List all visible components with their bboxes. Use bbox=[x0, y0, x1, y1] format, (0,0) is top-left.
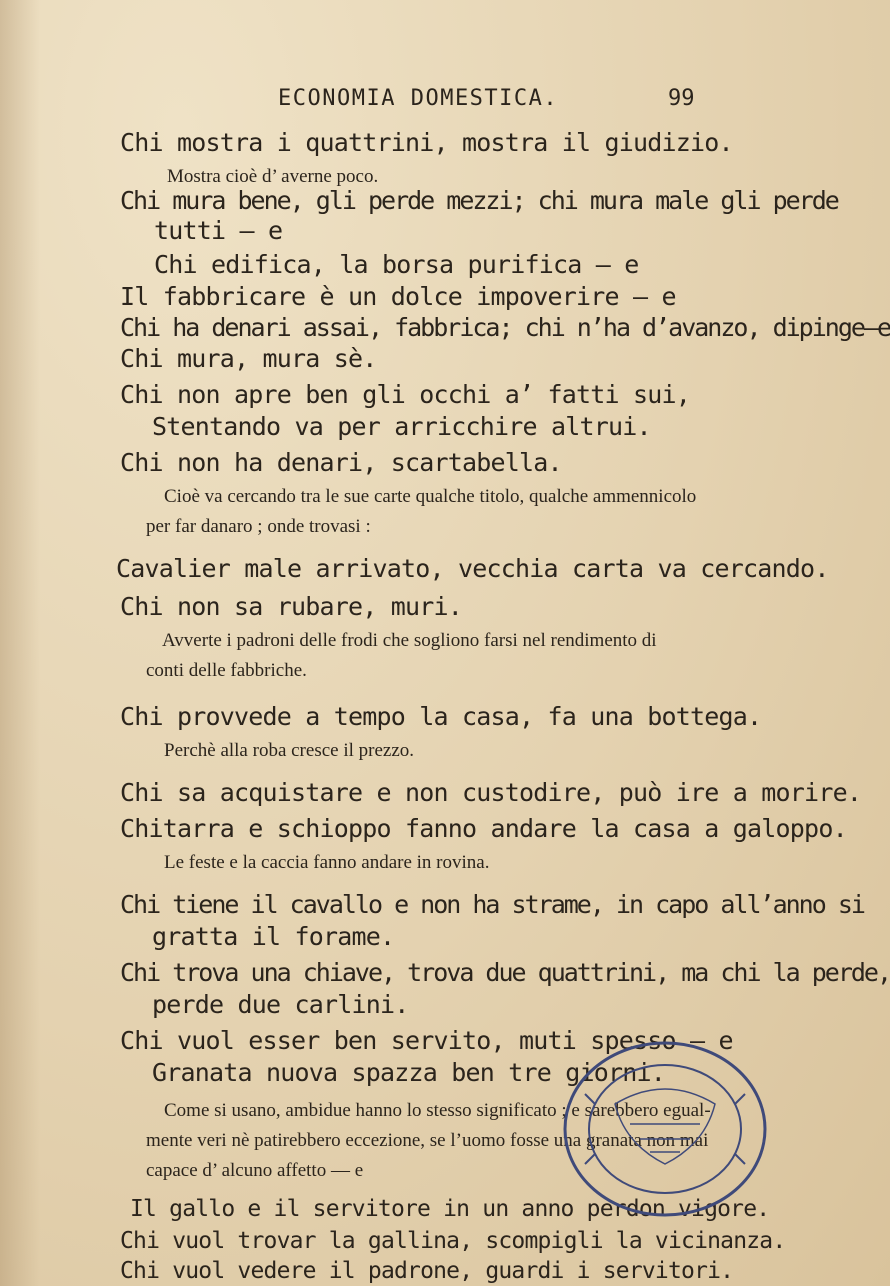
proverb-line: Chi ha denari assai, fabbrica; chi n’ha d’avanzo, dipinge—e bbox=[120, 313, 890, 342]
page-edge-shadow bbox=[0, 0, 40, 1286]
proverb-line: Chi vuol trovar la gallina, scompigli la vicinanza. bbox=[120, 1228, 786, 1254]
commentary-line: conti delle fabbriche. bbox=[146, 660, 307, 681]
proverb-line: Chi non apre ben gli occhi a’ fatti sui, bbox=[120, 380, 691, 409]
commentary-line: Mostra cioè d’ averne poco. bbox=[167, 166, 379, 187]
proverb-line: Stentando va per arricchire altrui. bbox=[152, 412, 651, 441]
commentary-line: Come si usano, ambidue hanno lo stesso significato ; e sarebbero egual- bbox=[164, 1100, 711, 1121]
proverb-line: Chi non ha denari, scartabella. bbox=[120, 448, 562, 477]
commentary-line: per far danaro ; onde trovasi : bbox=[146, 516, 371, 537]
commentary-line: capace d’ alcuno affetto — e bbox=[146, 1160, 364, 1181]
proverb-line: Chi mura bene, gli perde mezzi; chi mura male gli perde bbox=[120, 186, 838, 215]
proverb-line: tutti — e bbox=[154, 216, 283, 245]
commentary-line: Le feste e la caccia fanno andare in rovina. bbox=[164, 852, 490, 873]
library-stamp bbox=[555, 1034, 775, 1224]
proverb-line: Chi mostra i quattrini, mostra il giudizio. bbox=[120, 128, 733, 157]
proverb-line: Chi vuol esser ben servito, muti spesso — e bbox=[120, 1026, 733, 1055]
proverb-line: Granata nuova spazza ben tre giorni. bbox=[152, 1058, 666, 1087]
proverb-line: Chi vuol vedere il padrone, guardi i servitori. bbox=[120, 1258, 734, 1284]
proverb-line: perde due carlini. bbox=[152, 990, 409, 1019]
commentary-line: Cioè va cercando tra le sue carte qualche titolo, qualche ammennicolo bbox=[164, 486, 697, 507]
commentary-line: mente veri nè patirebbero eccezione, se l’uomo fosse una granata non mai bbox=[146, 1130, 709, 1151]
proverb-line: Chitarra e schioppo fanno andare la casa a galoppo. bbox=[120, 814, 847, 843]
proverb-line: Il gallo e il servitore in un anno perdon vigore. bbox=[130, 1196, 770, 1222]
proverb-line: Cavalier male arrivato, vecchia carta va cercando. bbox=[116, 554, 829, 583]
proverb-line: Chi trova una chiave, trova due quattrini, ma chi la perde, bbox=[120, 958, 890, 987]
proverb-line: Chi provvede a tempo la casa, fa una bottega. bbox=[120, 702, 762, 731]
proverb-line: gratta il forame. bbox=[152, 922, 395, 951]
proverb-line: Chi mura, mura sè. bbox=[120, 344, 377, 373]
proverb-line: Chi edifica, la borsa purifica — e bbox=[154, 250, 639, 279]
proverb-line: Chi sa acquistare e non custodire, può ire a morire. bbox=[120, 778, 862, 807]
header-title: ECONOMIA DOMESTICA. bbox=[278, 86, 559, 111]
running-header bbox=[0, 86, 800, 116]
proverb-line: Chi tiene il cavallo e non ha strame, in capo all’anno si bbox=[120, 890, 864, 919]
stamp-seal-icon bbox=[555, 1034, 775, 1224]
commentary-line: Avverte i padroni delle frodi che sogliono farsi nel rendimento di bbox=[162, 630, 657, 651]
page-number: 99 bbox=[668, 86, 695, 111]
proverb-line: Chi non sa rubare, muri. bbox=[120, 592, 463, 621]
commentary-line: Perchè alla roba cresce il prezzo. bbox=[164, 740, 415, 761]
proverb-line: Il fabbricare è un dolce impoverire — e bbox=[120, 282, 676, 311]
